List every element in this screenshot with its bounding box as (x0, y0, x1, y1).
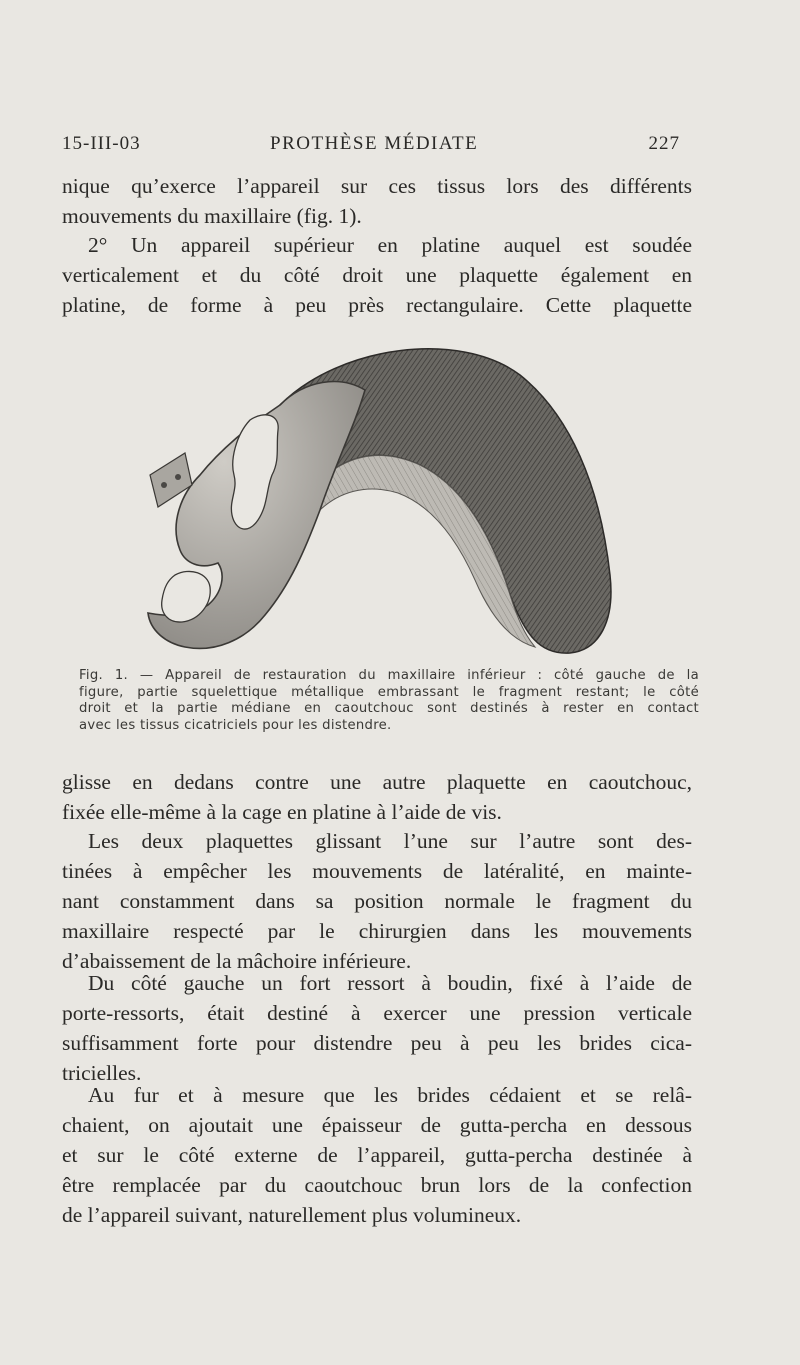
paragraph-6 (62, 1080, 692, 1230)
text-line: Du côté gauche un fort ressort à boudin, fixé à l’aide de (88, 971, 692, 995)
figure-jaw-appliance (130, 335, 620, 665)
text-line: être remplacée par du caoutchouc brun lors de la confection (62, 1173, 692, 1197)
text-line: maxillaire respecté par le chirurgien dans les mouvements (62, 919, 692, 943)
text-line: 2° Un appareil supérieur en platine auquel est soudée (88, 233, 692, 257)
text-line: tricielles. (62, 1061, 142, 1085)
text-line: chaient, on ajoutait une épaisseur de gutta-percha en dessous (62, 1113, 692, 1137)
text-line: Les deux plaquettes glissant l’une sur l’autre sont des- (88, 829, 692, 853)
text-line: et sur le côté externe de l’appareil, gutta-percha destinée à (62, 1143, 692, 1167)
paragraph-5 (62, 968, 692, 1088)
figure-caption (79, 668, 699, 734)
text-line: de l’appareil suivant, naturellement plus volumineux. (62, 1203, 522, 1227)
text-line: glisse en dedans contre une autre plaquette en caoutchouc, (62, 770, 692, 794)
text-line: porte-ressorts, était destiné à exercer une pression verticale (62, 1001, 692, 1025)
text-line: nique qu’exerce l’appareil sur ces tissus lors des différents (62, 174, 692, 198)
screw-icon (175, 474, 181, 480)
text-line: mouvements du maxillaire (fig. 1). (62, 204, 362, 228)
jaw-appliance-illustration (130, 335, 620, 665)
caption-line: avec les tissus cicatriciels pour les distendre. (79, 717, 392, 733)
header-date: 15-III-03 (62, 133, 141, 154)
paragraph-1 (62, 171, 692, 231)
text-line: Au fur et à mesure que les brides cédaient et se relâ- (88, 1083, 692, 1107)
text-line: verticalement et du côté droit une plaquette également en (62, 263, 692, 287)
text-line: platine, de forme à peu près rectangulaire. Cette plaquette (62, 293, 692, 317)
screw-icon (161, 482, 167, 488)
header-title: PROTHÈSE MÉDIATE (270, 133, 479, 154)
text-line: suffisamment forte pour distendre peu à peu les brides cica- (62, 1031, 692, 1055)
running-head (62, 133, 680, 163)
text-line: tinées à empêcher les mouvements de latéralité, en mainte- (62, 859, 692, 883)
page-number: 227 (648, 133, 680, 154)
text-line: nant constamment dans sa position normale le fragment du (62, 889, 692, 913)
text-line: d’abaissement de la mâchoire inférieure. (62, 949, 412, 973)
paragraph-2 (62, 230, 692, 320)
paragraph-4 (62, 826, 692, 976)
paragraph-3 (62, 767, 692, 827)
text-line: fixée elle-même à la cage en platine à l’aide de vis. (62, 800, 502, 824)
caption-line: Fig. 1. — Appareil de restauration du maxillaire inférieur : côté gauche de la (79, 668, 699, 683)
caption-line: droit et la partie médiane en caoutchouc sont destinés à rester en contact (79, 701, 699, 716)
caption-line: figure, partie squelettique métallique embrassant le fragment restant; le côté (79, 684, 699, 700)
